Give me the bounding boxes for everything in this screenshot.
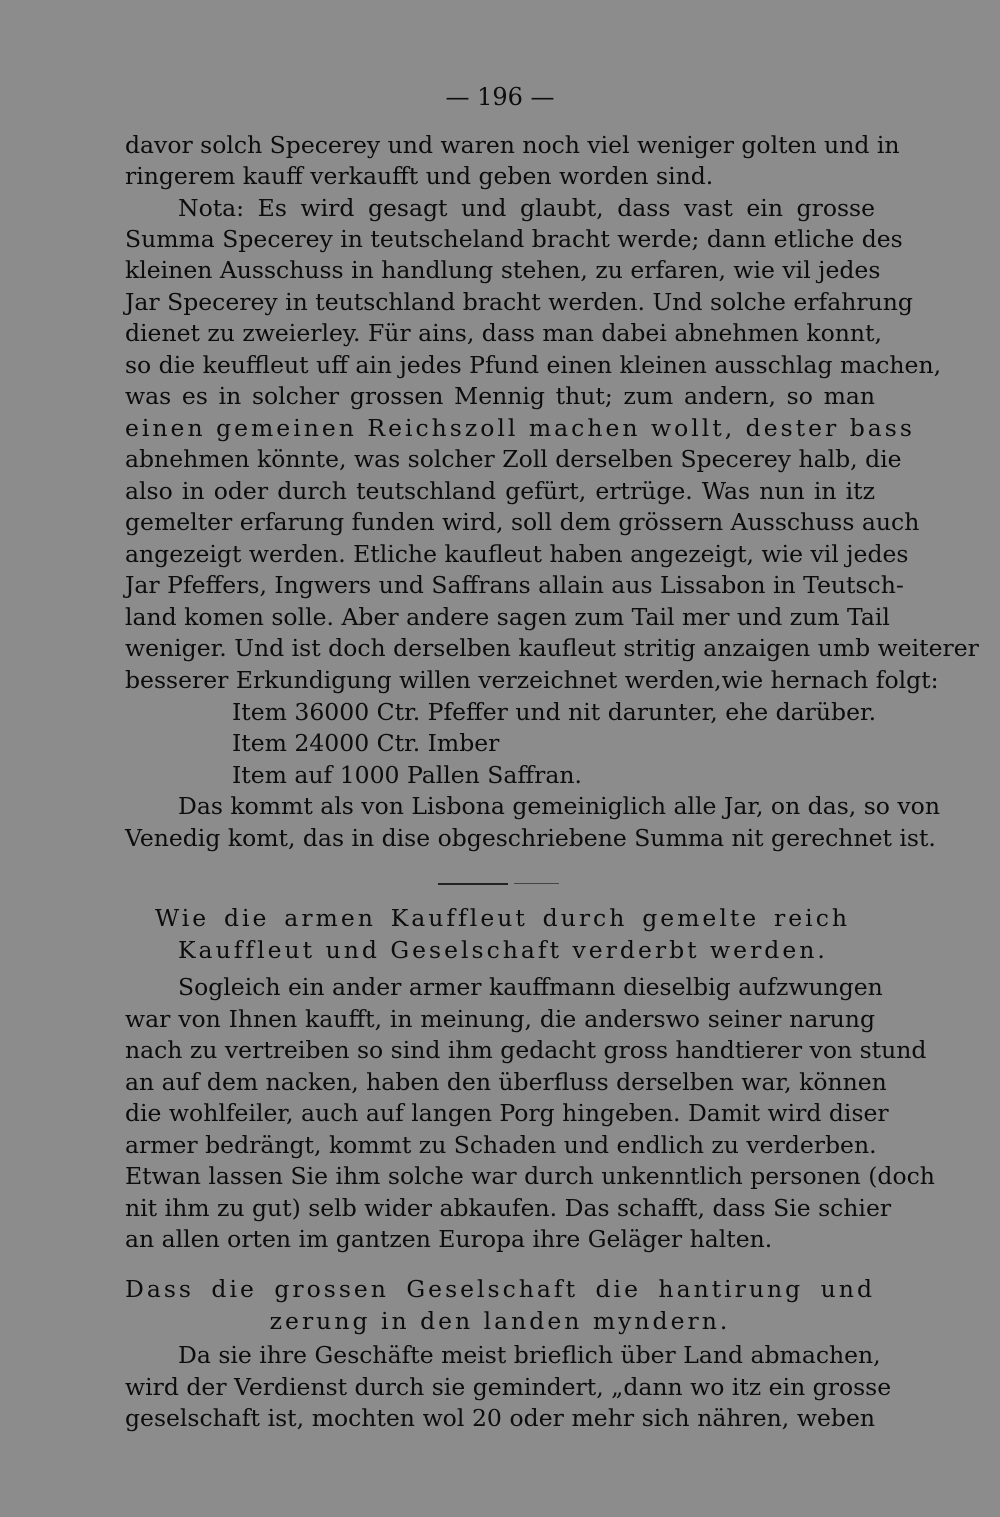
text-line: land komen solle. Aber andere sagen zum Tail mer und zum Tail bbox=[125, 603, 890, 631]
text-line: angezeigt werden. Etliche kaufleut haben angezeigt, wie vil jedes bbox=[125, 540, 909, 568]
text-line: dienet zu zweierley. Für ains, dass man dabei abnehmen konnt, bbox=[125, 319, 882, 347]
text-line: Etwan lassen Sie ihm solche war durch unkenntlich personen (doch bbox=[125, 1162, 935, 1190]
text-line: kleinen Ausschuss in handlung stehen, zu erfaren, wie vil jedes bbox=[125, 256, 881, 284]
text-line: armer bedrängt, kommt zu Schaden und endlich zu verderben. bbox=[125, 1131, 877, 1159]
text-line: ringerem kauff verkaufft und geben worden sind. bbox=[125, 162, 714, 190]
page-number: — 196 — bbox=[445, 83, 555, 111]
text-line: wird der Verdienst durch sie gemindert, „dann wo itz ein grosse bbox=[125, 1373, 892, 1401]
text-line: gemelter erfarung funden wird, soll dem grössern Ausschuss auch bbox=[125, 508, 920, 536]
text-line: war von Ihnen kaufft, in meinung, die anderswo seiner narung bbox=[125, 1005, 875, 1033]
list-item: Item 24000 Ctr. Imber bbox=[232, 729, 500, 757]
text-line: was es in solcher grossen Mennig thut; zum andern, so man bbox=[125, 382, 875, 410]
text-line: Sogleich ein ander armer kauffmann dieselbig aufzwungen bbox=[178, 973, 883, 1001]
section-divider bbox=[514, 883, 559, 884]
text-line: die wohlfeiler, auch auf langen Porg hingeben. Damit wird diser bbox=[125, 1099, 889, 1127]
text-line: davor solch Specerey und waren noch viel weniger golten und in bbox=[125, 131, 900, 159]
text-line: weniger. Und ist doch derselben kaufleut stritig anzaigen umb weiterer bbox=[125, 634, 979, 662]
text-line: Nota: Es wird gesagt und glaubt, dass vast ein grosse bbox=[178, 194, 875, 222]
section-heading: Dass die grossen Geselschaft die hantirung und bbox=[125, 1275, 875, 1303]
list-item: Item auf 1000 Pallen Saffran. bbox=[232, 761, 582, 789]
text-line: so die keuffleut uff ain jedes Pfund einen kleinen ausschlag machen, bbox=[125, 351, 942, 379]
text-line: Venedig komt, das in dise obgeschriebene Summa nit gerechnet ist. bbox=[125, 824, 936, 852]
section-heading: zerung in den landen myndern. bbox=[269, 1307, 731, 1335]
text-line: Da sie ihre Geschäfte meist brieflich über Land abmachen, bbox=[178, 1341, 881, 1369]
text-line: Jar Pfeffers, Ingwers und Saffrans allain aus Lissabon in Teutsch- bbox=[125, 571, 904, 599]
text-line: nit ihm zu gut) selb wider abkaufen. Das schafft, dass Sie schier bbox=[125, 1194, 892, 1222]
text-line: einen gemeinen Reichszoll machen wollt, dester bass bbox=[125, 414, 915, 442]
text-line: besserer Erkundigung willen verzeichnet werden,wie hernach folgt: bbox=[125, 666, 939, 694]
text-line: Das kommt als von Lisbona gemeiniglich alle Jar, on das, so von bbox=[178, 792, 940, 820]
list-item: Item 36000 Ctr. Pfeffer und nit darunter, ehe darüber. bbox=[232, 698, 877, 726]
text-line: an allen orten im gantzen Europa ihre Geläger halten. bbox=[125, 1225, 773, 1253]
text-line: also in oder durch teutschland gefürt, ertrüge. Was nun in itz bbox=[125, 477, 875, 505]
text-line: Summa Specerey in teutscheland bracht werde; dann etliche des bbox=[125, 225, 903, 253]
text-line: nach zu vertreiben so sind ihm gedacht gross handtierer von stund bbox=[125, 1036, 927, 1064]
section-heading: Wie die armen Kauffleut durch gemelte reich bbox=[155, 904, 850, 932]
section-heading: Kauffleut und Geselschaft verderbt werden. bbox=[178, 936, 828, 964]
text-line: an auf dem nacken, haben den überfluss derselben war, können bbox=[125, 1068, 887, 1096]
text-line: abnehmen könnte, was solcher Zoll derselben Specerey halb, die bbox=[125, 445, 902, 473]
text-line: geselschaft ist, mochten wol 20 oder mehr sich nähren, weben bbox=[125, 1404, 875, 1432]
text-line: Jar Specerey in teutschland bracht werden. Und solche erfahrung bbox=[125, 288, 913, 316]
section-divider bbox=[438, 883, 508, 885]
